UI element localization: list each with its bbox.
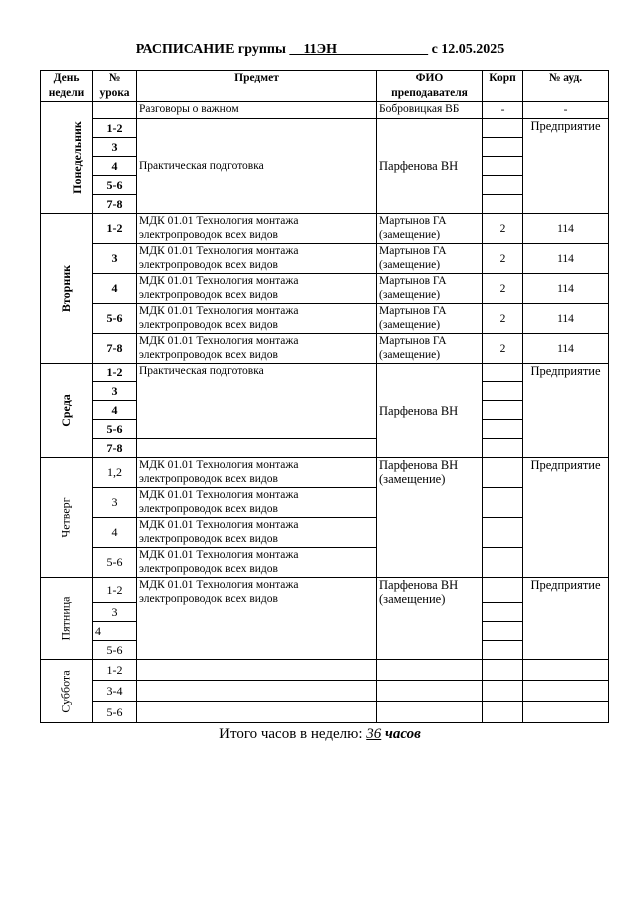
lesson-number: 5-6 [93, 548, 137, 578]
room-cell: 114 [523, 214, 609, 244]
lesson-number: 1-2 [93, 578, 137, 603]
lesson-number: 1,2 [93, 458, 137, 488]
subject-cell: МДК 01.01 Технология монтажа электропроводок всех видов [137, 548, 377, 578]
room-empty [523, 660, 609, 681]
lesson-number: 1-2 [93, 119, 137, 138]
room-cell: 114 [523, 244, 609, 274]
header-row [41, 71, 609, 102]
building-cell: 2 [483, 304, 523, 334]
teacher-cell: Мартынов ГА (замещение) [377, 334, 483, 364]
lesson-empty [93, 102, 137, 119]
place-cell: Предприятие [523, 364, 609, 458]
building-cell: 2 [483, 214, 523, 244]
lesson-number: 3 [93, 244, 137, 274]
day-wednesday: Среда [41, 364, 93, 458]
lesson-number: 4 [93, 622, 137, 641]
lesson-number: 3 [93, 138, 137, 157]
subject-cell: МДК 01.01 Технология монтажа электропроводок всех видов [137, 244, 377, 274]
lesson-number: 5-6 [93, 702, 137, 723]
subject-empty [137, 439, 377, 458]
building-cell [483, 364, 523, 382]
building-cell [483, 488, 523, 518]
schedule-title [0, 42, 640, 58]
building-cell [483, 195, 523, 214]
building-cell: 2 [483, 244, 523, 274]
schedule-date: с 12.05.2025 [431, 42, 505, 57]
building-cell [483, 420, 523, 439]
building-cell [483, 157, 523, 176]
table-row [41, 304, 609, 334]
subject-cell: Разговоры о важном [137, 102, 377, 119]
total-hours-label: Итого часов в неделю: [219, 726, 363, 742]
lesson-number: 5-6 [93, 304, 137, 334]
teacher-cell: Парфенова ВН [377, 119, 483, 214]
day-friday: Пятница [41, 578, 93, 660]
teacher-cell: Мартынов ГА (замещение) [377, 244, 483, 274]
table-row [41, 119, 609, 138]
building-empty [483, 660, 523, 681]
teacher-cell: Мартынов ГА (замещение) [377, 214, 483, 244]
teacher-cell: Мартынов ГА (замещение) [377, 274, 483, 304]
col-header-subject: Предмет [137, 71, 377, 102]
subject-cell: МДК 01.01 Технология монтажа электропроводок всех видов [137, 518, 377, 548]
lesson-number: 7-8 [93, 439, 137, 458]
schedule-table [40, 70, 609, 723]
building-cell [483, 641, 523, 660]
day-thursday: Четверг [41, 458, 93, 578]
table-row [41, 364, 609, 382]
subject-empty [137, 660, 377, 681]
lesson-number: 4 [93, 157, 137, 176]
building-cell [483, 518, 523, 548]
title-prefix: РАСПИСАНИЕ группы [135, 42, 286, 57]
lesson-number: 4 [93, 274, 137, 304]
building-cell [483, 578, 523, 603]
subject-cell: МДК 01.01 Технология монтажа электропроводок всех видов [137, 214, 377, 244]
building-cell [483, 439, 523, 458]
lesson-number: 1-2 [93, 660, 137, 681]
lesson-number: 3 [93, 603, 137, 622]
table-row [41, 102, 609, 119]
subject-empty [137, 681, 377, 702]
day-tuesday: Вторник [41, 214, 93, 364]
teacher-empty [377, 660, 483, 681]
lesson-number: 5-6 [93, 176, 137, 195]
building-cell [483, 458, 523, 488]
col-header-building: Корп [483, 71, 523, 102]
lesson-number: 3-4 [93, 681, 137, 702]
subject-cell: МДК 01.01 Технология монтажа электропроводок всех видов [137, 488, 377, 518]
table-row [41, 214, 609, 244]
lesson-number: 4 [93, 401, 137, 420]
lesson-number: 7-8 [93, 195, 137, 214]
building-cell [483, 401, 523, 420]
subject-cell: МДК 01.01 Технология монтажа электропроводок всех видов [137, 304, 377, 334]
lesson-number: 3 [93, 382, 137, 401]
lesson-number: 5-6 [93, 641, 137, 660]
lesson-number: 7-8 [93, 334, 137, 364]
teacher-cell: Бобровицкая ВБ [377, 102, 483, 119]
building-empty [483, 681, 523, 702]
building-cell [483, 138, 523, 157]
table-row [41, 334, 609, 364]
lesson-number: 3 [93, 488, 137, 518]
room-cell: 114 [523, 334, 609, 364]
subject-cell: МДК 01.01 Технология монтажа электропроводок всех видов [137, 458, 377, 488]
subject-cell: Практическая подготовка [137, 119, 377, 214]
table-row [41, 578, 609, 603]
table-row [41, 274, 609, 304]
day-monday: Понедельник [41, 102, 93, 214]
building-cell: - [483, 102, 523, 119]
room-empty [523, 702, 609, 723]
day-saturday: Суббота [41, 660, 93, 723]
room-empty [523, 681, 609, 702]
col-header-lesson: № урока [93, 71, 137, 102]
teacher-empty [377, 702, 483, 723]
room-cell: 114 [523, 274, 609, 304]
lesson-number: 1-2 [93, 214, 137, 244]
building-cell [483, 382, 523, 401]
teacher-cell: Парфенова ВН (замещение) [377, 458, 483, 578]
table-row [41, 702, 609, 723]
building-cell [483, 622, 523, 641]
group-name: __11ЭН_____________ [289, 42, 429, 57]
building-cell [483, 603, 523, 622]
teacher-cell: Парфенова ВН [377, 364, 483, 458]
col-header-teacher: ФИО преподавателя [377, 71, 483, 102]
table-row [41, 681, 609, 702]
lesson-number: 1-2 [93, 364, 137, 382]
subject-cell: Практическая подготовка [137, 364, 377, 439]
subject-cell: МДК 01.01 Технология монтажа электропроводок всех видов [137, 334, 377, 364]
building-cell [483, 119, 523, 138]
subject-cell: МДК 01.01 Технология монтажа электропроводок всех видов [137, 274, 377, 304]
teacher-cell: Мартынов ГА (замещение) [377, 304, 483, 334]
col-header-day: День недели [41, 71, 93, 102]
place-cell: Предприятие [523, 578, 609, 660]
place-cell: Предприятие [523, 119, 609, 214]
table-row [41, 458, 609, 488]
building-cell: 2 [483, 334, 523, 364]
building-empty [483, 702, 523, 723]
building-cell [483, 176, 523, 195]
total-hours-value: 36 [366, 726, 382, 742]
room-cell: 114 [523, 304, 609, 334]
table-row [41, 244, 609, 274]
lesson-number: 5-6 [93, 420, 137, 439]
total-hours-unit: часов [385, 726, 421, 742]
building-cell: 2 [483, 274, 523, 304]
room-cell: - [523, 102, 609, 119]
subject-cell: МДК 01.01 Технология монтажа электропроводок всех видов [137, 578, 377, 660]
lesson-number: 4 [93, 518, 137, 548]
teacher-cell: Парфенова ВН (замещение) [377, 578, 483, 660]
table-row [41, 660, 609, 681]
col-header-room: № ауд. [523, 71, 609, 102]
subject-empty [137, 702, 377, 723]
building-cell [483, 548, 523, 578]
place-cell: Предприятие [523, 458, 609, 578]
weekly-hours-total [0, 726, 640, 743]
teacher-empty [377, 681, 483, 702]
